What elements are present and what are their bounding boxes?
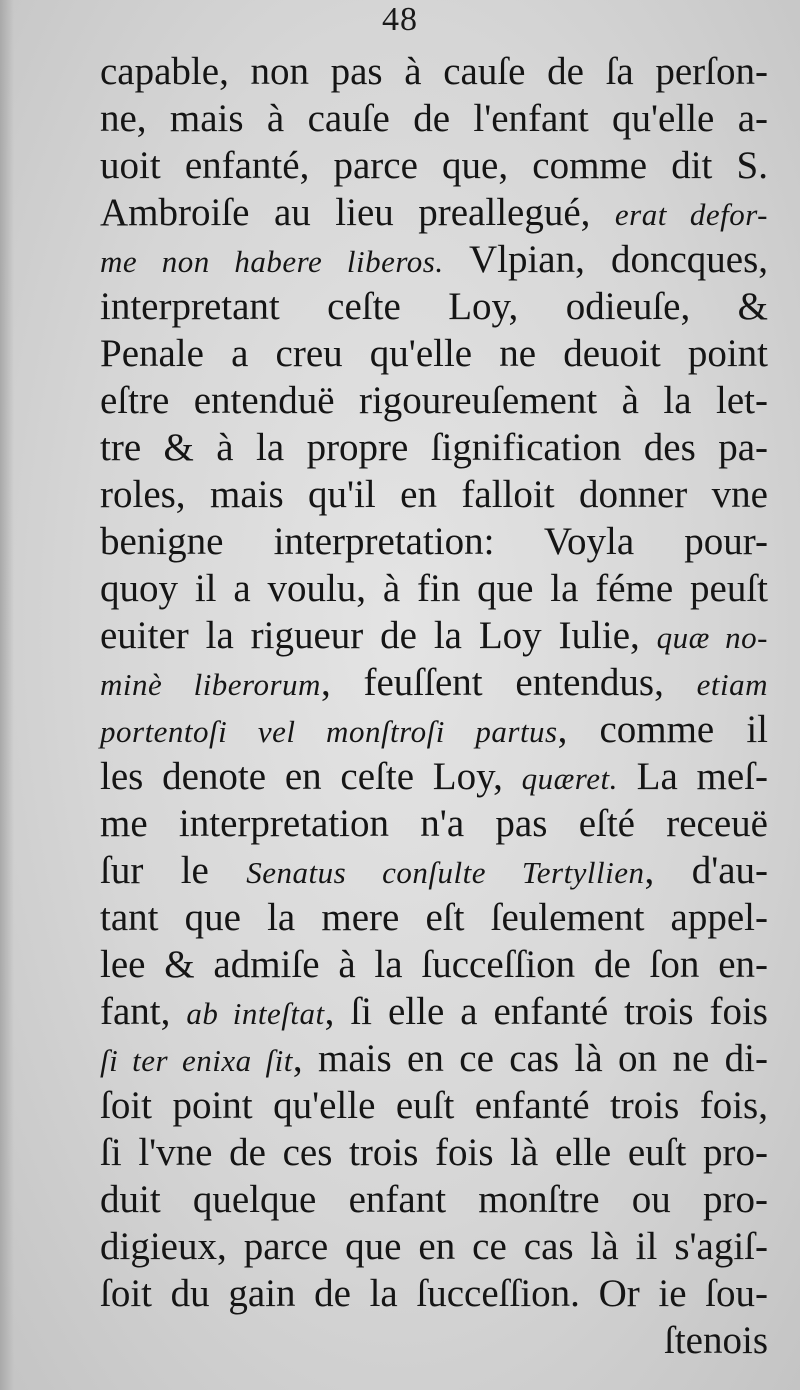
text-segment: ne, mais à cauſe de l'enfant qu'elle a- [100,97,768,140]
text-line [100,1270,768,1317]
text-segment: ſur le [100,849,247,892]
text-line [100,1082,768,1129]
text-segment: La meſ- [617,755,768,798]
text-segment: interpretant ceſte Loy, odieuſe, & [100,285,768,328]
text-line [100,142,768,189]
text-segment: me interpretation n'a pas eſté receuë [100,802,768,845]
text-segment: ſoit du gain de la ſucceſſion. Or ie ſou- [100,1272,768,1315]
text-line [100,471,768,518]
text-line [100,800,768,847]
italic-text-segment: ab inteſtat [186,996,325,1031]
text-line [100,847,768,894]
text-line [100,189,768,236]
italic-text-segment: erat defor- [614,197,768,232]
text-segment: duit quelque enfant monſtre ou pro- [100,1178,768,1221]
text-line [100,424,768,471]
text-segment: uoit enfanté, parce que, comme dit S. [100,144,768,187]
italic-text-segment: etiam [696,667,769,702]
text-line [100,565,768,612]
text-line [100,518,768,565]
text-line [100,95,768,142]
text-line [100,659,768,706]
text-line [100,236,768,283]
text-line [100,1317,768,1364]
text-segment: fant, [100,990,187,1033]
text-line [100,612,768,659]
text-segment: Ambroiſe au lieu preallegué, [100,191,615,234]
italic-text-segment: quæ no- [656,620,768,655]
text-segment: ſi l'vne de ces trois fois là elle euſt pro- [100,1131,768,1174]
text-segment: , mais en ce cas là on ne di- [292,1037,768,1080]
text-line [100,1129,768,1176]
italic-text-segment: me non habere liberos. [100,244,444,279]
text-segment: eſtre entenduë rigoureuſement à la let- [100,379,768,422]
text-line [100,48,768,95]
text-line [100,1223,768,1270]
italic-text-segment: portentoſi vel monſtroſi partus [100,714,558,749]
italic-text-segment: minè liberorum [100,667,321,702]
text-segment: les denote en ceſte Loy, [100,755,522,798]
italic-text-segment: quæret. [521,761,618,796]
text-line [100,330,768,377]
text-segment: roles, mais qu'il en falloit donner vne [100,473,768,516]
text-segment: , feuſſent entendus, [320,661,697,704]
italic-text-segment: ſi ter enixa ſit [100,1043,293,1078]
text-line [100,1035,768,1082]
text-line [100,706,768,753]
page-number: 48 [382,1,418,38]
text-line [100,283,768,330]
page-binding-shadow [0,0,14,1390]
text-segment: quoy il a voulu, à fin que la féme peuſt [100,567,768,610]
text-segment: Penale a creu qu'elle ne deuoit point [100,332,768,375]
text-segment: , ſi elle a enfanté trois fois [324,990,768,1033]
text-segment: euiter la rigueur de la Loy Iulie, [100,614,657,657]
text-line [100,894,768,941]
text-segment: tant que la mere eſt ſeulement appel- [100,896,768,939]
text-segment: lee & admiſe à la ſucceſſion de ſon en- [100,943,768,986]
text-segment: ſoit point qu'elle euſt enfanté trois fois, [100,1084,768,1127]
text-segment: , comme il [557,708,768,751]
text-segment: benigne interpretation: Voyla pour- [100,520,768,563]
text-segment: Vlpian, doncques, [443,238,768,281]
text-line [100,753,768,800]
page-text [100,48,768,1364]
text-line [100,941,768,988]
text-line [100,377,768,424]
text-segment: , d'au- [644,849,769,892]
text-segment: tre & à la propre ſignification des pa- [100,426,768,469]
italic-text-segment: Senatus conſulte Tertyllien [246,855,645,890]
text-segment: capable, non pas à cauſe de ſa perſon- [100,50,768,93]
text-line [100,988,768,1035]
text-segment: digieux, parce que en ce cas là il s'agiſ- [100,1225,768,1268]
text-segment: ſtenois [664,1319,768,1362]
text-line [100,1176,768,1223]
